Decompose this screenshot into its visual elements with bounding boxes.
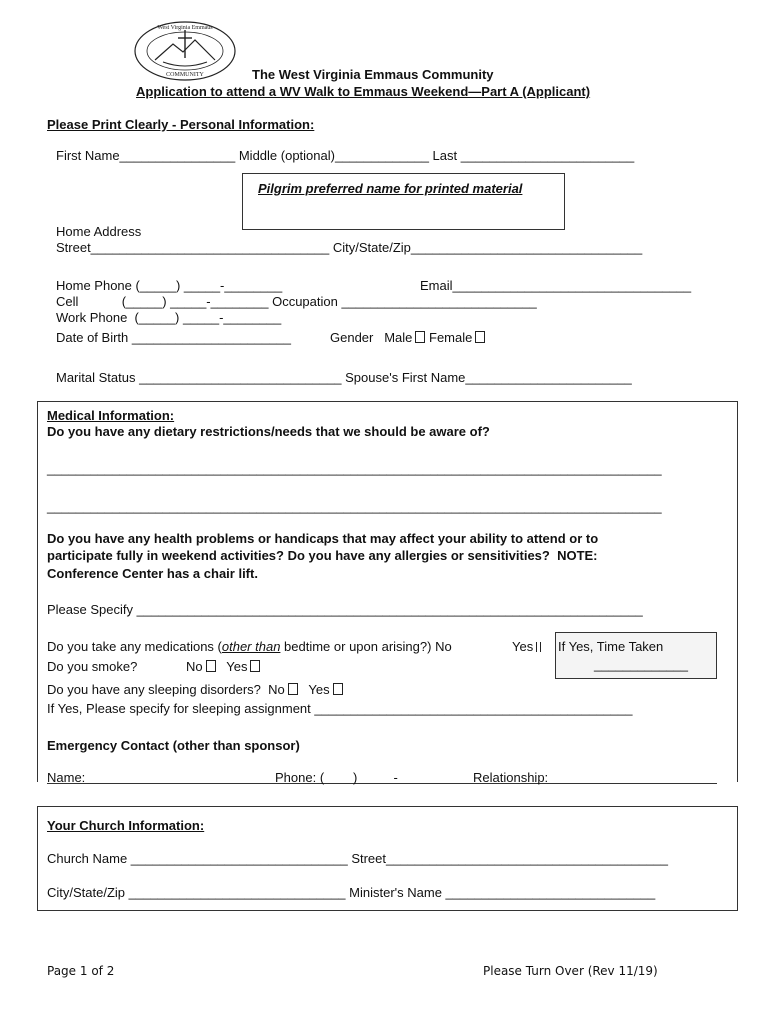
sleep-question (47, 682, 343, 697)
preferred-name-label: Pilgrim preferred name for printed material (258, 181, 523, 196)
home-phone-line[interactable]: Home Phone (_____) _____-________ (56, 278, 283, 293)
personal-heading: Please Print Clearly - Personal Information: (47, 117, 315, 132)
church-city-line[interactable]: City/State/Zip ______________________________ Minister's Name _____________________________ (47, 885, 656, 900)
svg-text:West Virginia Emmaus: West Virginia Emmaus (157, 25, 213, 31)
emergency-name-label[interactable]: Name: (47, 770, 86, 785)
work-phone-line[interactable]: Work Phone (_____) _____-________ (56, 310, 282, 325)
dietary-line-2[interactable]: _____________________________________________________________________________________ (47, 499, 662, 514)
sleep-yes-label: Yes (308, 682, 330, 697)
female-checkbox[interactable] (475, 331, 485, 343)
page-number: Page 1 of 2 (47, 964, 115, 978)
sleep-specify-line[interactable]: If Yes, Please specify for sleeping assignment ____________________________________________ (47, 701, 633, 716)
medications-question (47, 639, 452, 654)
medical-section (37, 401, 738, 782)
health-question-1: Do you have any health problems or handicaps that may affect your ability to attend or to (47, 531, 599, 546)
cell-occupation-line[interactable]: Cell (_____) _____-________ Occupation ___________________________ (56, 294, 537, 309)
church-name-line[interactable]: Church Name ______________________________ Street_______________________________________ (47, 851, 668, 866)
meds-other-than: other than (221, 639, 281, 654)
meds-yes (512, 639, 541, 654)
email-line[interactable]: Email_________________________________ (420, 278, 692, 293)
meds-yes-label: Yes (512, 639, 534, 654)
church-heading: Your Church Information: (47, 818, 205, 833)
smoke-yes-label: Yes (226, 659, 248, 674)
health-question-2: participate fully in weekend activities? Do you have any allergies or sensitivities? NOTE: (47, 548, 598, 563)
emergency-heading: Emergency Contact (other than sponsor) (47, 738, 300, 753)
dietary-question: Do you have any dietary restrictions/needs that we should be aware of? (47, 424, 490, 439)
smoke-no-checkbox[interactable] (206, 660, 216, 672)
street-line[interactable]: Street_________________________________ City/State/Zip________________________________ (56, 240, 643, 255)
svg-text:COMMUNITY: COMMUNITY (166, 72, 204, 78)
emergency-phone-label[interactable]: Phone: ( ) - (275, 770, 398, 785)
preferred-name-box[interactable] (242, 173, 565, 230)
gender-male-label: Gender Male (330, 330, 413, 345)
dietary-line-1[interactable]: _____________________________________________________________________________________ (47, 461, 662, 476)
emmaus-community-logo (133, 20, 237, 82)
turn-over-note: Please Turn Over (Rev 11/19) (483, 964, 658, 978)
emergency-relationship-label[interactable]: Relationship: (473, 770, 549, 785)
time-taken-label: If Yes, Time Taken (558, 639, 664, 654)
time-taken-line[interactable]: _____________ (594, 657, 688, 672)
smoke-options (186, 659, 260, 674)
sleep-yes-checkbox[interactable] (333, 683, 343, 695)
meds-yes-checkbox[interactable] (536, 642, 541, 652)
name-line[interactable]: First Name________________ Middle (optional)_____________ Last ________________________ (56, 148, 635, 163)
time-taken-box[interactable] (555, 632, 717, 679)
form-title: Application to attend a WV Walk to Emmaus Weekend—Part A (Applicant) (136, 84, 591, 99)
female-label: Female (429, 330, 473, 345)
home-address-label: Home Address (56, 224, 142, 239)
specify-line[interactable]: Please Specify ______________________________________________________________________ (47, 602, 643, 617)
marital-line[interactable]: Marital Status ____________________________ Spouse's First Name_______________________ (56, 370, 632, 385)
dob-line[interactable]: Date of Birth ______________________ (56, 330, 291, 345)
health-question-3: Conference Center has a chair lift. (47, 566, 258, 581)
smoke-no-label: No (186, 659, 203, 674)
sleep-label: Do you have any sleeping disorders? No (47, 682, 285, 697)
smoke-label: Do you smoke? (47, 659, 138, 674)
smoke-yes-checkbox[interactable] (250, 660, 260, 672)
meds-text-post: bedtime or upon arising?) No (280, 639, 452, 654)
meds-text-pre: Do you take any medications ( (47, 639, 222, 654)
sleep-no-checkbox[interactable] (288, 683, 298, 695)
medical-heading: Medical Information: (47, 408, 175, 423)
male-checkbox[interactable] (415, 331, 425, 343)
gender-field (330, 330, 485, 345)
org-title: The West Virginia Emmaus Community (252, 67, 494, 82)
